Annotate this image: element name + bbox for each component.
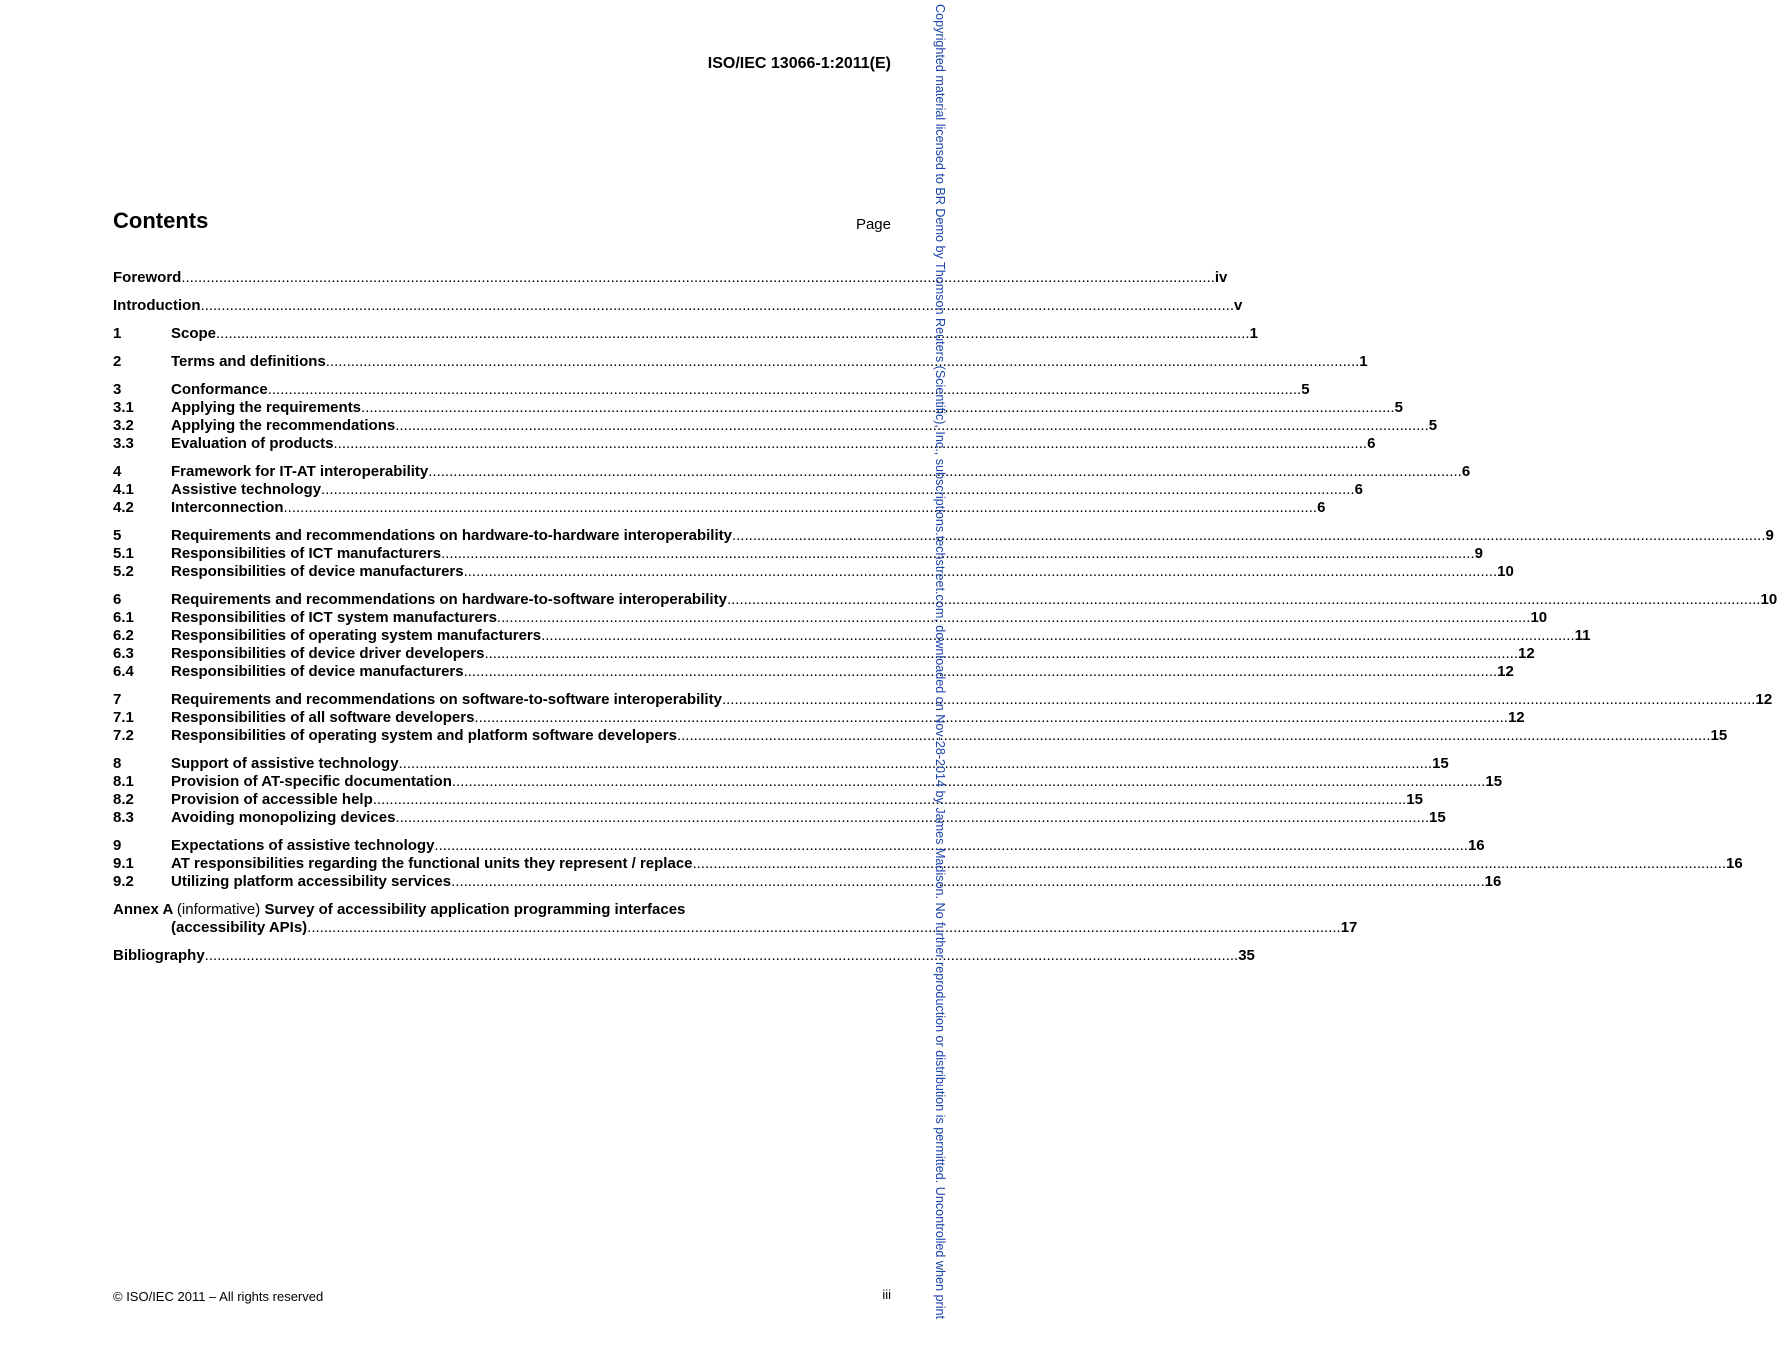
dot-leader bbox=[464, 663, 1498, 681]
toc-entry[interactable] bbox=[113, 353, 1368, 371]
toc-entry-title: Scope bbox=[171, 325, 217, 342]
dot-leader bbox=[484, 645, 1518, 663]
toc-entry-number: 6.4 bbox=[113, 663, 134, 680]
dot-leader bbox=[216, 325, 1250, 343]
toc-entry-number: 4.2 bbox=[113, 499, 134, 516]
toc-entry-number: 3.1 bbox=[113, 399, 134, 416]
toc-entry[interactable] bbox=[113, 809, 1446, 827]
toc-entry-page: 12 bbox=[1518, 645, 1535, 662]
toc-entry-number: 1 bbox=[113, 325, 122, 342]
toc-entry-title: Expectations of assistive technology bbox=[171, 837, 435, 854]
toc-entry-page: 12 bbox=[1497, 663, 1514, 680]
dot-leader bbox=[181, 269, 1215, 287]
toc-entry[interactable] bbox=[113, 527, 1774, 545]
toc-entry-page: 10 bbox=[1760, 591, 1777, 608]
toc-entry[interactable] bbox=[113, 499, 1326, 517]
toc-entry-page: 11 bbox=[1574, 627, 1591, 644]
toc-entry-page: 6 bbox=[1354, 481, 1363, 498]
toc-entry-title: Foreword bbox=[113, 269, 182, 286]
toc-entry-title: Provision of accessible help bbox=[171, 791, 373, 808]
toc-entry-title: Responsibilities of device manufacturers bbox=[171, 663, 464, 680]
dot-leader bbox=[727, 591, 1761, 609]
toc-entry-number: 2 bbox=[113, 353, 122, 370]
toc-entry-number: 3.3 bbox=[113, 435, 134, 452]
toc-entry-page: 15 bbox=[1485, 773, 1503, 790]
dot-leader bbox=[677, 727, 1711, 745]
toc-entry-number: 7.1 bbox=[113, 709, 134, 726]
toc-entry-title: Responsibilities of device driver developers bbox=[171, 645, 485, 662]
toc-entry[interactable] bbox=[113, 755, 1449, 773]
toc-entry-page: 15 bbox=[1710, 727, 1728, 744]
dot-leader bbox=[307, 919, 1341, 937]
toc-entry-page: 5 bbox=[1394, 399, 1403, 416]
toc-entry[interactable] bbox=[113, 627, 1591, 645]
dot-leader bbox=[497, 609, 1531, 627]
dot-leader bbox=[541, 627, 1575, 645]
toc-entry-page: 6 bbox=[1461, 463, 1471, 480]
dot-leader bbox=[451, 873, 1485, 891]
toc-entry-number: 6.2 bbox=[113, 627, 134, 644]
toc-entry-title: Assistive technology bbox=[171, 481, 322, 498]
toc-entry[interactable] bbox=[113, 855, 1743, 873]
toc-entry-title: Responsibilities of operating system manufacturers bbox=[171, 627, 542, 644]
toc-entry-title: Requirements and recommendations on hardware-to-hardware interoperability bbox=[171, 527, 732, 544]
toc-entry-page: v bbox=[1234, 297, 1243, 314]
toc-entry-title: Interconnection bbox=[171, 499, 284, 516]
toc-entry-number: 8.2 bbox=[113, 791, 134, 808]
annex-page: 17 bbox=[1340, 919, 1358, 936]
toc-entry-number: 6 bbox=[113, 591, 122, 608]
footer-copyright: © ISO/IEC 2011 – All rights reserved bbox=[113, 1289, 324, 1304]
toc-entry-title: Introduction bbox=[113, 297, 201, 314]
dot-leader bbox=[268, 381, 1302, 399]
dot-leader bbox=[284, 499, 1318, 517]
toc-entry-title: Responsibilities of device manufacturers bbox=[171, 563, 464, 580]
toc-entry-number: 7.2 bbox=[113, 727, 134, 744]
toc-entry[interactable] bbox=[113, 591, 1777, 609]
bibliography-page: 35 bbox=[1238, 947, 1255, 964]
toc-entry-number: 6.1 bbox=[113, 609, 134, 626]
toc-entry[interactable] bbox=[113, 417, 1438, 435]
annex-note: (informative) bbox=[176, 901, 261, 918]
toc-entry-number: 6.3 bbox=[113, 645, 134, 662]
annex-label: Annex A bbox=[113, 901, 173, 918]
toc-entry-number: 5.2 bbox=[113, 563, 134, 580]
toc-entry[interactable] bbox=[113, 325, 1258, 343]
toc-entry-title: Responsibilities of operating system and platform software developers bbox=[171, 727, 677, 744]
toc-entry-page: 9 bbox=[1765, 527, 1774, 544]
dot-leader bbox=[334, 435, 1368, 453]
footer-page-number: iii bbox=[882, 1287, 891, 1302]
bibliography-title: Bibliography bbox=[113, 947, 205, 964]
toc-entry-page: 10 bbox=[1497, 563, 1514, 580]
toc-entry-title: Framework for IT-AT interoperability bbox=[171, 463, 429, 480]
toc-entry[interactable] bbox=[113, 773, 1503, 791]
toc-entry-title: Avoiding monopolizing devices bbox=[171, 809, 396, 826]
annex-title-line2: (accessibility APIs) bbox=[171, 919, 308, 936]
dot-leader bbox=[321, 481, 1355, 499]
dot-leader bbox=[474, 709, 1508, 727]
dot-leader bbox=[361, 399, 1395, 417]
toc-entry-title: Responsibilities of ICT manufacturers bbox=[171, 545, 442, 562]
dot-leader bbox=[205, 947, 1239, 965]
toc-entry-number: 8.3 bbox=[113, 809, 134, 826]
toc-bibliography[interactable] bbox=[113, 947, 1255, 965]
toc-entry[interactable] bbox=[113, 609, 1548, 627]
toc-entry[interactable] bbox=[113, 297, 1243, 315]
toc-entry[interactable] bbox=[113, 481, 1363, 499]
dot-leader bbox=[722, 691, 1756, 709]
toc-entry[interactable] bbox=[113, 463, 1471, 481]
toc-entry-title: Applying the recommendations bbox=[171, 417, 396, 434]
dot-leader bbox=[395, 809, 1429, 827]
toc-entry[interactable] bbox=[113, 873, 1502, 891]
toc-entry-page: 12 bbox=[1755, 691, 1773, 708]
toc-entry-number: 5.1 bbox=[113, 545, 134, 562]
toc-entry-title: AT responsibilities regarding the functional units they represent / replace bbox=[171, 855, 693, 872]
dot-leader bbox=[441, 545, 1475, 563]
toc-entry[interactable] bbox=[113, 709, 1525, 727]
toc-entry-title: Conformance bbox=[171, 381, 268, 398]
toc-entry[interactable] bbox=[113, 691, 1773, 709]
toc-entry-title: Evaluation of products bbox=[171, 435, 334, 452]
toc-entry-title: Terms and definitions bbox=[171, 353, 326, 370]
toc-entry-number: 8.1 bbox=[113, 773, 134, 790]
page-column-label: Page bbox=[855, 216, 891, 233]
toc-entry-title: Requirements and recommendations on software-to-software interoperability bbox=[171, 691, 722, 708]
toc-entry-number: 7 bbox=[113, 691, 122, 708]
toc-entry-title: Requirements and recommendations on hardware-to-software interoperability bbox=[171, 591, 727, 608]
toc-entry-page: 1 bbox=[1359, 353, 1368, 370]
toc-entry[interactable] bbox=[113, 727, 1728, 745]
toc-entry[interactable] bbox=[113, 435, 1376, 453]
dot-leader bbox=[693, 855, 1727, 873]
toc-entry[interactable] bbox=[113, 837, 1485, 855]
toc-entry-page: 16 bbox=[1484, 873, 1502, 890]
annex-title-line1: Survey of accessibility application programming interfaces bbox=[264, 901, 686, 918]
toc-entry[interactable] bbox=[113, 381, 1310, 399]
document-id: ISO/IEC 13066-1:2011(E) bbox=[707, 55, 891, 72]
toc-entry-page: 15 bbox=[1406, 791, 1423, 808]
toc-entry-page: 5 bbox=[1428, 417, 1438, 434]
toc-entry[interactable] bbox=[113, 545, 1483, 563]
toc-entry-number: 4 bbox=[113, 463, 122, 480]
page-title: Contents bbox=[113, 208, 209, 233]
toc-entry-number: 3 bbox=[113, 381, 122, 398]
toc-entry-number: 9.2 bbox=[113, 873, 134, 890]
toc-entry-page: 15 bbox=[1432, 755, 1449, 772]
toc-entry-page: 16 bbox=[1726, 855, 1743, 872]
toc-entry-title: Responsibilities of ICT system manufacturers bbox=[171, 609, 497, 626]
toc-entry[interactable] bbox=[113, 663, 1514, 681]
toc-entry-page: 6 bbox=[1367, 435, 1376, 452]
toc-entry-title: Provision of AT-specific documentation bbox=[171, 773, 452, 790]
toc-entry-title: Support of assistive technology bbox=[171, 755, 399, 772]
dot-leader bbox=[395, 417, 1429, 435]
dot-leader bbox=[464, 563, 1498, 581]
toc-entry-number: 8 bbox=[113, 755, 122, 772]
toc-entry-number: 3.2 bbox=[113, 417, 134, 434]
license-watermark: Copyrighted material licensed to BR Demo by Thomson Reuters (Scientific), Inc., subscriptions.techstreet.com, downloaded on Nov-28-2014 by James Madison. No further reproduction or distribution is permitted. Uncontrolled when print bbox=[933, 4, 947, 1320]
toc-entry-page: 5 bbox=[1301, 381, 1310, 398]
toc-entry-title: Responsibilities of all software developers bbox=[171, 709, 475, 726]
toc-entry-page: 15 bbox=[1429, 809, 1446, 826]
toc-entry-page: 9 bbox=[1474, 545, 1483, 562]
toc-entry-page: 12 bbox=[1507, 709, 1525, 726]
dot-leader bbox=[452, 773, 1486, 791]
toc-entry-page: 1 bbox=[1249, 325, 1258, 342]
toc-entry-number: 5 bbox=[113, 527, 122, 544]
dot-leader bbox=[732, 527, 1766, 545]
dot-leader bbox=[373, 791, 1407, 809]
toc-entry[interactable] bbox=[113, 399, 1403, 417]
toc-entry-title: Applying the requirements bbox=[171, 399, 362, 416]
dot-leader bbox=[200, 297, 1234, 315]
toc-entry-page: 16 bbox=[1467, 837, 1485, 854]
toc-entry-page: 6 bbox=[1317, 499, 1326, 516]
toc-entry-title: Utilizing platform accessibility services bbox=[171, 873, 452, 890]
dot-leader bbox=[399, 755, 1433, 773]
toc-entry-number: 4.1 bbox=[113, 481, 134, 498]
dot-leader bbox=[434, 837, 1468, 855]
toc-entry[interactable] bbox=[113, 791, 1423, 809]
toc-entry[interactable] bbox=[113, 563, 1514, 581]
dot-leader bbox=[326, 353, 1360, 371]
toc-entry[interactable] bbox=[113, 269, 1228, 287]
toc-annex[interactable] bbox=[113, 901, 1358, 937]
toc-entry-page: iv bbox=[1214, 269, 1228, 286]
toc-entry-page: 10 bbox=[1530, 609, 1548, 626]
toc-entry[interactable] bbox=[113, 645, 1535, 663]
toc-entry-number: 9 bbox=[113, 837, 122, 854]
toc-entry-number: 9.1 bbox=[113, 855, 134, 872]
